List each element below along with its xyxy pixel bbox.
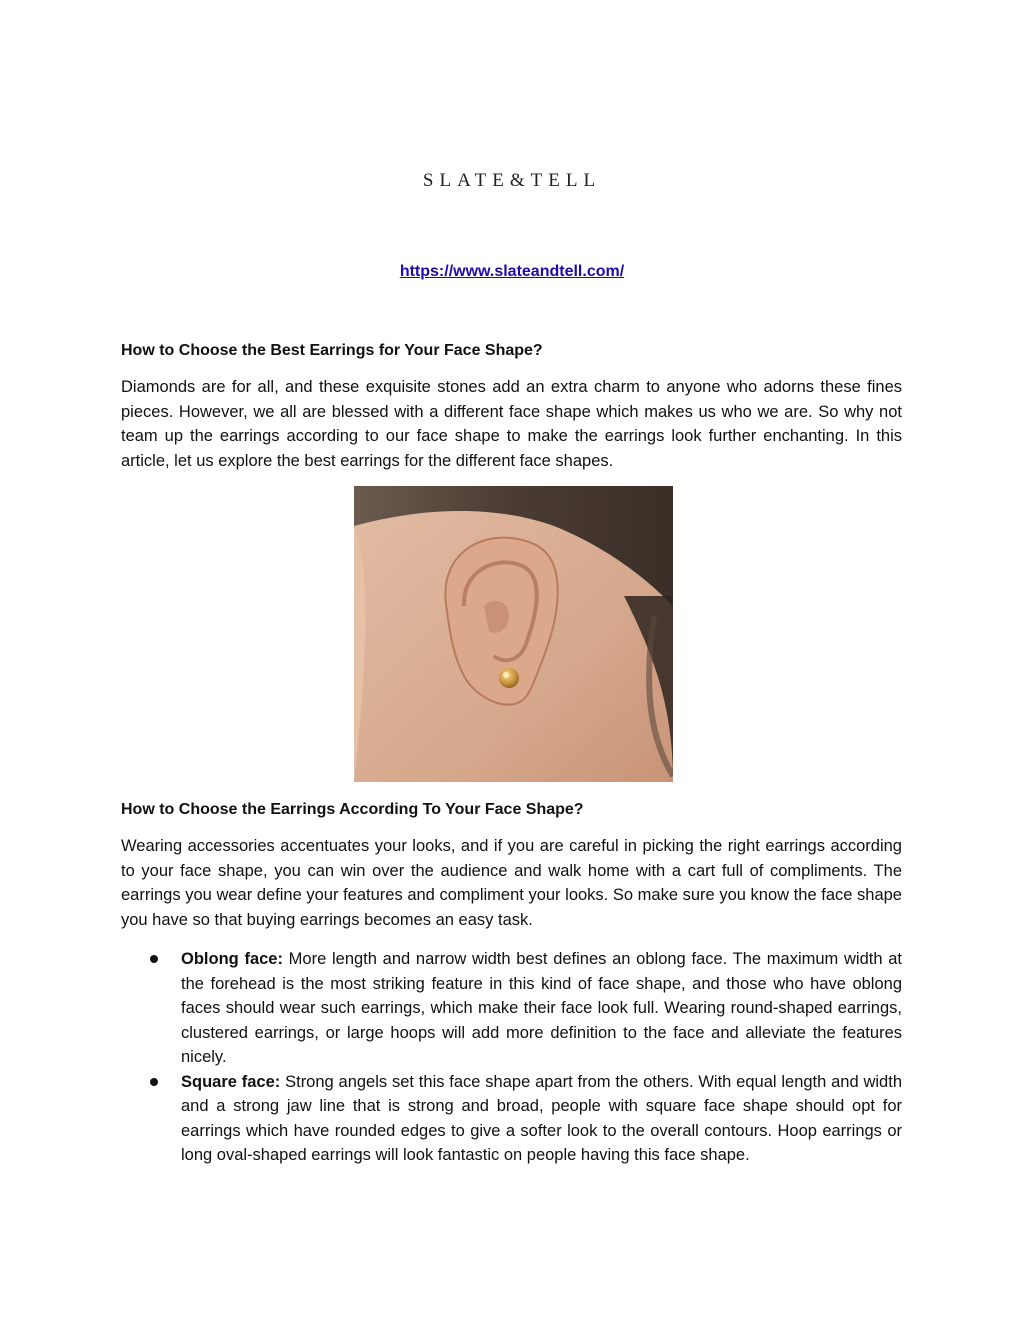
list-item-text: More length and narrow width best defines an oblong face. The maximum width at the forehead is the most striking feature in this kind of face shape, and those who have oblong faces should wear such earrings, which make their face look full. Wearing round-shaped earrings, clustered earrings, or large hoops will add more definition to the face and alleviate the features nicely. — [181, 950, 902, 1066]
list-item-text: Strong angels set this face shape apart from the others. With equal length and width and a strong jaw line that is strong and broad, people with square face shape should opt for earrings which have rounded edges to give a softer look to the overall contours. Hoop earrings or long oval-shaped earrings will look fantastic on people having this face shape. — [181, 1072, 902, 1164]
bullet-icon — [150, 1078, 158, 1086]
list-item-oblong — [181, 947, 902, 1070]
brand-logo: SLATE&TELL — [422, 170, 602, 191]
list-item-term: Oblong face: — [181, 950, 283, 968]
list-item-term: Square face: — [181, 1072, 281, 1091]
bullet-icon — [150, 955, 158, 963]
body-paragraph: Wearing accessories accentuates your looks, and if you are careful in picking the right earrings according to your face shape, you can win over the audience and walk home with a cart full of compliments. The earrings you wear define your features and compliment your looks. So make sure you know the face shape you have so that buying earrings becomes an easy task. — [121, 837, 902, 929]
intro-paragraph: Diamonds are for all, and these exquisite stones add an extra charm to anyone who adorns these fines pieces. However, we all are blessed with a different face shape which makes us who we are. So why not team up the earrings according to our face shape to make the earrings look further enchanting. In this article, let us explore the best earrings for the different face shapes. — [121, 378, 902, 470]
list-item-square — [181, 1070, 902, 1168]
website-link[interactable]: https://www.slateandtell.com/ — [399, 263, 625, 280]
section-heading: How to Choose the Earrings According To Your Face Shape? — [121, 801, 584, 818]
face-shape-list — [181, 947, 902, 1168]
section-heading: How to Choose the Best Earrings for Your Face Shape? — [121, 342, 543, 359]
ear-earring-photo — [354, 486, 673, 782]
